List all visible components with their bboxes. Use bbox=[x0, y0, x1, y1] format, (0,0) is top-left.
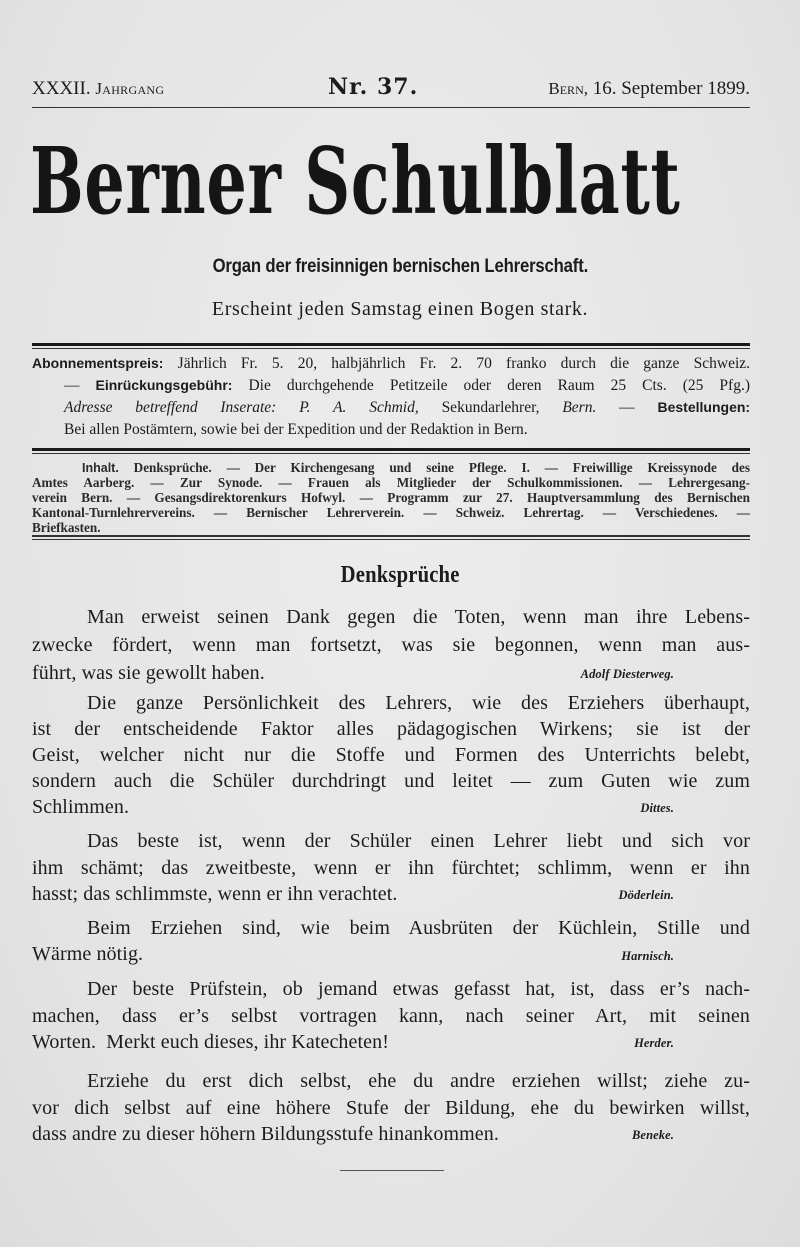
double-rule-middle bbox=[32, 448, 750, 454]
quote-6-line-1: Erziehe du erst dich selbst, ehe du andre erziehen willst; ziehe zu- bbox=[87, 1070, 750, 1092]
heading-text: Denksprüche bbox=[340, 562, 460, 588]
subscription-label: Abonnementspreis: bbox=[32, 355, 164, 371]
quote-6-line-3 bbox=[32, 1121, 750, 1147]
quote-2-line-2: ist der entscheidende Faktor alles pädagogischen Wirkens; sie ist der bbox=[32, 718, 750, 740]
quote-text: Worten. Merkt euch dieses, ihr Katecheten! bbox=[32, 1031, 389, 1053]
masthead-row bbox=[32, 74, 750, 104]
address-label: Adresse betreffend Inserate: bbox=[64, 399, 277, 416]
volume-info bbox=[32, 78, 164, 100]
contents-line-5: Briefkasten. bbox=[32, 520, 101, 535]
quote-1-line-2: zwecke fördert, wenn man fortsetzt, was sie begonnen, wenn man aus- bbox=[32, 634, 750, 656]
subscription-text: Jährlich Fr. 5. 20, halbjährlich Fr. 2. 70 franko durch die ganze Schweiz. bbox=[177, 355, 751, 372]
quote-2-line-3: Geist, welcher nicht nur die Stoffe und Formen des Unterrichts belebt, bbox=[32, 744, 750, 766]
subtitle bbox=[0, 256, 800, 278]
volume-roman: XXXII. bbox=[32, 78, 91, 99]
quote-3-line-3 bbox=[32, 881, 750, 907]
quote-1-line-3 bbox=[32, 660, 750, 686]
issue-number: Nr. 37. bbox=[328, 74, 419, 100]
quote-author: Harnisch. bbox=[621, 949, 674, 963]
contents-line-2: Amtes Aarberg. — Zur Synode. — Frauen als Mitglieder der Schulkommissionen. — Lehrergesang- bbox=[32, 475, 750, 490]
orders-label: Bestellungen: bbox=[657, 399, 751, 415]
insertion-fee-label: Einrückungsgebühr: bbox=[95, 377, 233, 393]
place: Bern, bbox=[548, 79, 588, 98]
contents-line-3: verein Bern. — Gesangsdirektorenkurs Hofwyl. — Programm zur 27. Hauptversammlung des Bernischen bbox=[32, 490, 750, 505]
quote-5-line-1: Der beste Prüfstein, ob jemand etwas gefasst hat, ist, dass er’s nach- bbox=[87, 978, 750, 1000]
quote-author: Dittes. bbox=[640, 801, 674, 815]
article-heading bbox=[0, 562, 800, 589]
quote-3-line-2: ihm schämt; das zweitbeste, wenn er ihn fürchtet; schlimm, wenn er ihn bbox=[32, 857, 750, 879]
quote-4-line-2 bbox=[32, 941, 750, 967]
newspaper-title: Berner Schulblatt bbox=[30, 127, 681, 235]
date: 16. September 1899. bbox=[592, 78, 750, 99]
quote-text: dass andre zu dieser höhern Bildungsstufe hinankommen. bbox=[32, 1123, 499, 1145]
insertion-fee-line bbox=[64, 377, 750, 399]
quote-text: hasst; das schlimmste, wenn er ihn verachtet. bbox=[32, 883, 398, 905]
dash: — bbox=[64, 377, 80, 394]
quote-author: Adolf Diesterweg. bbox=[580, 667, 674, 681]
contents-line-1 bbox=[82, 460, 750, 475]
quote-text: Schlimmen. bbox=[32, 796, 130, 818]
contact-role: Sekundarlehrer, bbox=[441, 399, 540, 416]
quote-author: Beneke. bbox=[631, 1128, 674, 1142]
quote-4-line-1: Beim Erziehen sind, wie beim Ausbrüten der Küchlein, Stille und bbox=[87, 917, 750, 939]
contact-name: P. A. Schmid, bbox=[299, 399, 419, 416]
quote-2-line-1: Die ganze Persönlichkeit des Lehrers, wie des Erziehers überhaupt, bbox=[87, 692, 750, 714]
quote-author: Döderlein. bbox=[618, 888, 674, 902]
masthead-rule bbox=[32, 107, 750, 108]
volume-label: Jahrgang bbox=[95, 79, 165, 98]
insertion-fee-text: Die durchgehende Petitzeile oder deren Raum 25 Cts. (25 Pfg.) bbox=[248, 377, 750, 394]
quote-text: führt, was sie gewollt haben. bbox=[32, 662, 265, 684]
contents-line-4: Kantonal-Turnlehrervereins. — Bernischer Lehrerverein. — Schweiz. Lehrertag. — Verschiedenes. — bbox=[32, 505, 750, 520]
quote-2-line-5 bbox=[32, 794, 750, 820]
quote-5-line-3 bbox=[32, 1029, 750, 1055]
contact-city: Bern. bbox=[562, 399, 597, 416]
frequency-line: Erscheint jeden Samstag einen Bogen stark. bbox=[211, 298, 589, 320]
orders-line: Bei allen Postämtern, sowie bei der Expedition und der Redaktion in Bern. bbox=[64, 421, 528, 438]
quote-3-line-1: Das beste ist, wenn der Schüler einen Lehrer liebt und sich vor bbox=[87, 830, 750, 852]
section-end-rule bbox=[340, 1170, 444, 1171]
issue-date bbox=[548, 78, 750, 100]
double-rule-bottom bbox=[32, 535, 750, 540]
quote-1-line-1: Man erweist seinen Dank gegen die Toten, wenn man ihre Lebens- bbox=[87, 606, 750, 628]
quote-6-line-2: vor dich selbst auf eine höhere Stufe der Bildung, ehe du bewirken willst, bbox=[32, 1097, 750, 1119]
double-rule-top bbox=[32, 343, 750, 349]
subtitle-text: Organ der freisinnigen bernischen Lehrerschaft. bbox=[212, 256, 588, 277]
contents-label: Inhalt. bbox=[82, 461, 119, 475]
address-line bbox=[64, 399, 750, 421]
dash: — bbox=[619, 399, 635, 416]
contents-text: Denksprüche. — Der Kirchengesang und seine Pflege. I. — Freiwillige Kreissynode des bbox=[133, 460, 750, 475]
quote-5-line-2: machen, dass er’s selbst vortragen kann, nach seiner Art, mit seinen bbox=[32, 1005, 750, 1027]
subscription-line bbox=[32, 355, 750, 377]
quote-2-line-4: sondern auch die Schüler durchdringt und leitet — zum Guten wie zum bbox=[32, 770, 750, 792]
quote-author: Herder. bbox=[634, 1036, 674, 1050]
quote-text: Wärme nötig. bbox=[32, 943, 144, 965]
